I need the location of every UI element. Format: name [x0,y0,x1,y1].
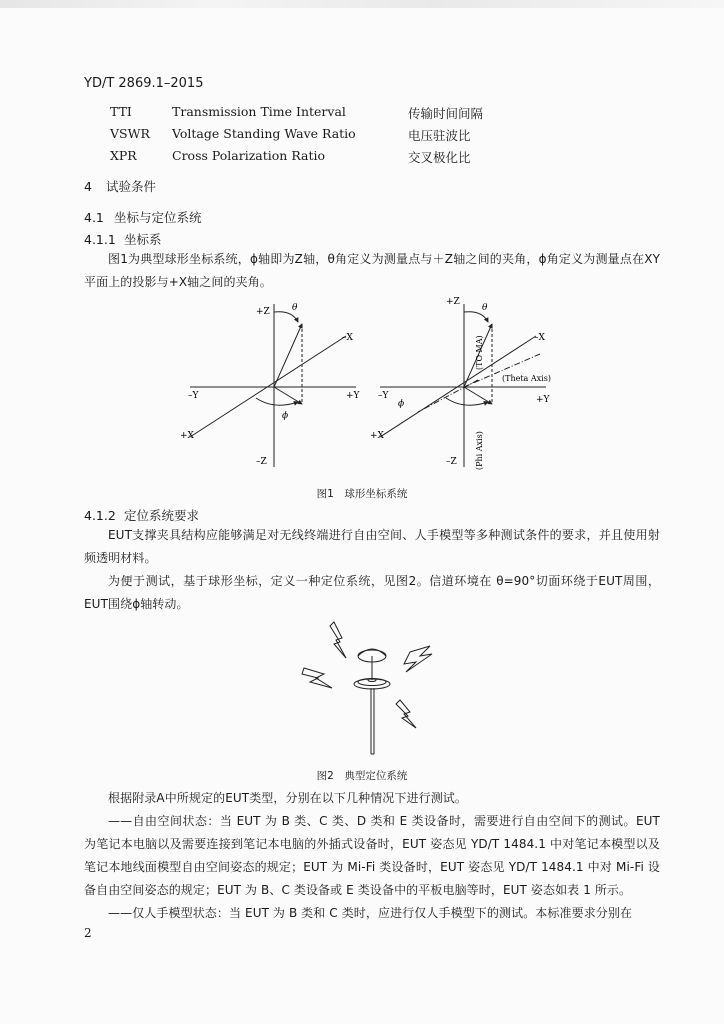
lightning-bolt-icon [396,700,416,728]
label-theta: θ [292,303,298,313]
abbreviation-code: XPR [110,148,137,163]
section-number: 4.1.1 [84,232,116,247]
label-theta: θ [482,303,488,313]
figure-1-caption: 图1 球形坐标系统 [316,488,408,500]
abbreviation-full: Voltage Standing Wave Ratio [172,126,356,141]
paragraph-free-space-state: ——自由空间状态：当 EUT 为 B 类、C 类、D 类和 E 类设备时，需要进行自由空间下的测试。EUT 为笔记本电脑以及需要连接到笔记本电脑的外插式设备时，EUT 姿态见 YD/T 1484.1 中对笔记本模型以及笔记本地线面模型自由空间姿态的规定；EUT 为 Mi-Fi 类设备时，EUT 姿态见 YD/T 1484.1 中对 Mi-Fi 设备自由空间姿态的规定；EUT 为 B、C 类设备或 E 类设备中的平板电脑等时，EUT 姿态如表 1 所示。 [84,814,660,897]
paragraph-positioning-system: 为便于测试，基于球形坐标，定义一种定位系统，见图2。信道环境在 θ=90°切面环绕于EUT周围，EUT围绕ϕ轴转动。 [84,574,660,611]
label-minus-y: –Y [188,391,199,401]
abbreviation-row [110,104,670,122]
label-minus-y: –Y [378,391,389,401]
lightning-bolt-icon [330,622,346,658]
section-number: 4 [84,179,92,194]
standard-number-header: YD/T 2869.1–2015 [84,76,204,91]
label-minus-z: –Z [256,457,267,467]
section-title: 试验条件 [106,179,157,194]
paragraph-fixture-requirements: EUT支撑夹具结构应能够满足对无线终端进行自由空间、人手模型等多种测试条件的要求，并且使用射频透明材料。 [84,528,660,565]
abbreviation-full: Transmission Time Interval [172,104,346,119]
label-plus-z: +Z [446,297,460,307]
abbreviation-full: Cross Polarization Ratio [172,148,326,163]
label-plus-z: +Z [256,307,270,317]
right-coordinate-diagram [380,304,546,467]
figure-2-caption: 图2 典型定位系统 [316,770,408,782]
label-toma: (TO MA) [475,335,484,370]
label-minus-x: –X [342,333,353,343]
figure-2-positioning-system [290,616,450,766]
label-plus-y: +Y [346,391,360,401]
lightning-bolt-icon [302,668,332,688]
label-phi-axis: (Phi Axis) [475,431,484,470]
paragraph-test-conditions-intro: 根据附录A中所规定的EUT类型，分别在以下几种情况下进行测试。 [108,791,468,805]
abbreviation-code: TTI [110,104,132,119]
abbreviation-code: VSWR [110,126,150,141]
lightning-bolt-icon [404,646,432,672]
section-title: 坐标与定位系统 [114,210,202,225]
paragraph-hand-model-state: ——仅人手模型状态：当 EUT 为 B 类和 C 类时，应进行仅人手模型下的测试。本标准要求分别在 [108,906,633,920]
page-number: 2 [84,926,92,940]
label-minus-x: –X [534,333,545,343]
abbreviation-chinese: 交叉极化比 [408,150,471,165]
figure-1-spherical-coordinates [170,292,570,476]
label-theta-axis: (Theta Axis) [502,374,551,383]
label-phi: ϕ [282,411,289,421]
label-plus-y: +Y [536,395,550,405]
section-heading-4 [84,177,156,195]
section-title: 坐标系 [124,232,162,247]
section-title: 定位系统要求 [124,508,200,523]
label-phi: ϕ [398,399,405,409]
left-coordinate-diagram [190,304,356,467]
section-number: 4.1 [84,210,104,225]
section-heading-4-1-2 [84,506,199,524]
label-plus-x: +X [180,431,194,441]
abbreviation-row [110,126,670,144]
section-heading-4-1-1 [84,230,162,248]
label-minus-z: –Z [446,457,457,467]
abbreviation-chinese: 电压驻波比 [408,128,471,143]
scan-top-edge [0,0,724,8]
section-heading-4-1 [84,208,202,226]
abbreviation-chinese: 传输时间间隔 [408,106,484,121]
section-number: 4.1.2 [84,508,116,523]
paragraph-coordinate-definition: 图1为典型球形坐标系统，ϕ轴即为Z轴，θ角定义为测量点与＋Z轴之间的夹角，ϕ角定义为测量点在XY平面上的投影与+X轴之间的夹角。 [84,252,660,289]
abbreviation-row [110,148,670,166]
label-plus-x: +X [370,431,384,441]
